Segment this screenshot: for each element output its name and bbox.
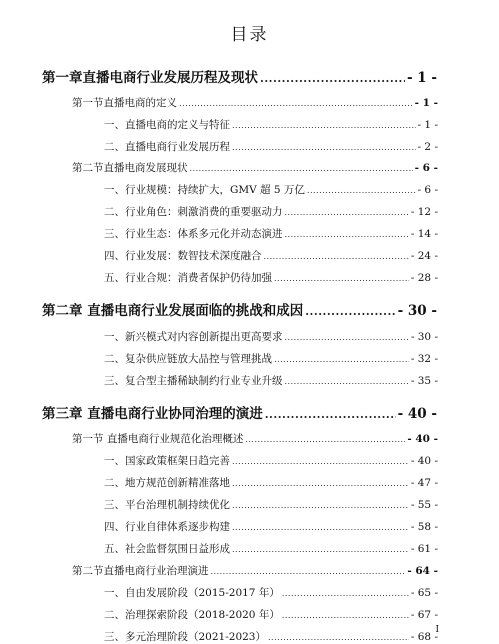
toc-label: 第一节 直播电商行业规范化治理概述	[72, 433, 244, 445]
toc-subsection[interactable]	[104, 226, 438, 241]
toc-page: - 40 -	[397, 406, 437, 422]
toc-page: - 30 -	[397, 303, 437, 319]
toc-page: - 40 -	[407, 433, 438, 445]
toc-subsection[interactable]	[104, 607, 438, 622]
toc-subsection[interactable]	[104, 270, 438, 285]
dot-leader	[274, 274, 409, 283]
dot-leader	[274, 355, 409, 364]
dot-leader	[232, 121, 416, 130]
dot-leader	[305, 305, 395, 318]
toc-page: - 58 -	[410, 521, 438, 533]
toc-label: 二、地方规范创新精准落地	[104, 477, 230, 489]
toc-section[interactable]	[72, 160, 438, 175]
toc-subsection[interactable]	[104, 248, 438, 263]
dot-leader	[285, 208, 409, 217]
toc-page: - 40 -	[410, 455, 438, 467]
toc-page: - 32 -	[410, 353, 438, 365]
toc-subsection[interactable]	[104, 373, 438, 388]
dot-leader	[211, 567, 406, 576]
toc-label: 五、行业合规：消费者保护仍待加强	[104, 272, 272, 284]
dot-leader	[190, 164, 413, 173]
toc-page: - 24 -	[410, 250, 438, 262]
toc-page: - 30 -	[410, 331, 438, 343]
toc-section[interactable]	[72, 563, 438, 578]
toc-subsection[interactable]	[104, 182, 438, 197]
toc-label: 四、行业自律体系逐步构建	[104, 521, 230, 533]
toc-title: 目录	[230, 25, 269, 45]
toc-subsection[interactable]	[104, 204, 438, 219]
dot-leader	[282, 611, 409, 620]
toc-page: - 6 -	[417, 184, 438, 196]
toc-subsection[interactable]	[104, 475, 438, 490]
toc-chapter-3[interactable]	[42, 402, 437, 422]
toc-chapter-2[interactable]	[42, 299, 437, 319]
toc-section[interactable]	[72, 95, 438, 110]
toc-subsection[interactable]	[104, 329, 438, 344]
toc-label: 第二章 直播电商行业发展面临的挑战和成因	[42, 303, 304, 319]
toc-page: - 2 -	[417, 141, 438, 153]
dot-leader	[260, 72, 405, 85]
toc-label: 第一章直播电商行业发展历程及现状	[42, 70, 258, 86]
dot-leader	[232, 523, 409, 532]
dot-leader	[265, 408, 396, 421]
toc-label: 四、行业发展：数智技术深度融合	[104, 250, 262, 262]
toc-page: - 1 -	[407, 70, 437, 86]
dot-leader	[245, 435, 405, 444]
toc-subsection[interactable]	[104, 351, 438, 366]
toc-page: - 68 -	[410, 631, 438, 643]
dot-leader	[282, 589, 409, 598]
toc-page: - 35 -	[410, 375, 438, 387]
toc-page: - 55 -	[410, 499, 438, 511]
toc-page: - 14 -	[410, 228, 438, 240]
toc-subsection[interactable]	[104, 519, 438, 534]
toc-label: 一、直播电商的定义与特征	[104, 119, 230, 131]
toc-label: 第三章 直播电商行业协同治理的演进	[42, 406, 263, 422]
toc-subsection[interactable]	[104, 629, 438, 644]
toc-page: - 67 -	[410, 609, 438, 621]
toc-label: 五、社会监督氛围日益形成	[104, 543, 230, 555]
toc-label: 二、直播电商行业发展历程	[104, 141, 230, 153]
dot-leader	[179, 99, 413, 108]
dot-leader	[285, 230, 409, 239]
toc-subsection[interactable]	[104, 453, 438, 468]
dot-leader	[285, 333, 409, 342]
toc-label: 二、治理探索阶段（2018-2020 年）	[104, 609, 280, 621]
toc-subsection[interactable]	[104, 541, 438, 556]
toc-label: 一、国家政策框架日趋完善	[104, 455, 230, 467]
toc-page: - 64 -	[407, 565, 438, 577]
dot-leader	[307, 186, 416, 195]
toc-label: 三、行业生态：体系多元化并动态演进	[104, 228, 283, 240]
dot-leader	[232, 143, 416, 152]
dot-leader	[232, 479, 409, 488]
toc-subsection[interactable]	[104, 585, 438, 600]
toc-page: - 1 -	[417, 119, 438, 131]
toc-label: 第二节直播电商行业治理演进	[72, 565, 209, 577]
toc-label: 第一节直播电商的定义	[72, 97, 177, 109]
toc-subsection[interactable]	[104, 139, 438, 154]
dot-leader	[285, 377, 409, 386]
toc-label: 二、复杂供应链放大品控与管理挑战	[104, 353, 272, 365]
toc-label: 三、平台治理机制持续优化	[104, 499, 230, 511]
dot-leader	[264, 252, 409, 261]
toc-page: - 6 -	[414, 162, 438, 174]
toc-page: - 28 -	[410, 272, 438, 284]
toc-page: - 47 -	[410, 477, 438, 489]
toc-page: - 12 -	[410, 206, 438, 218]
toc-subsection[interactable]	[104, 117, 438, 132]
toc-label: 一、新兴模式对内容创新提出更高要求	[104, 331, 283, 343]
toc-label: 一、行业规模：持续扩大，GMV 超 5 万亿	[104, 184, 305, 196]
toc-subsection[interactable]	[104, 497, 438, 512]
dot-leader	[232, 545, 409, 554]
footer-page-number: I	[435, 625, 439, 635]
toc-page: - 61 -	[410, 543, 438, 555]
toc-page: - 65 -	[410, 587, 438, 599]
toc-section[interactable]	[72, 431, 438, 446]
toc-label: 第二节直播电商发展现状	[72, 162, 188, 174]
dot-leader	[232, 457, 409, 466]
toc-page: - 1 -	[414, 97, 438, 109]
toc-chapter-1[interactable]	[42, 66, 437, 86]
dot-leader	[232, 501, 409, 510]
toc-label: 三、多元治理阶段（2021-2023）	[104, 631, 266, 643]
toc-label: 三、复合型主播稀缺制约行业专业升级	[104, 375, 283, 387]
toc-label: 二、行业角色：刺激消费的重要驱动力	[104, 206, 283, 218]
toc-label: 一、自由发展阶段（2015-2017 年）	[104, 587, 280, 599]
